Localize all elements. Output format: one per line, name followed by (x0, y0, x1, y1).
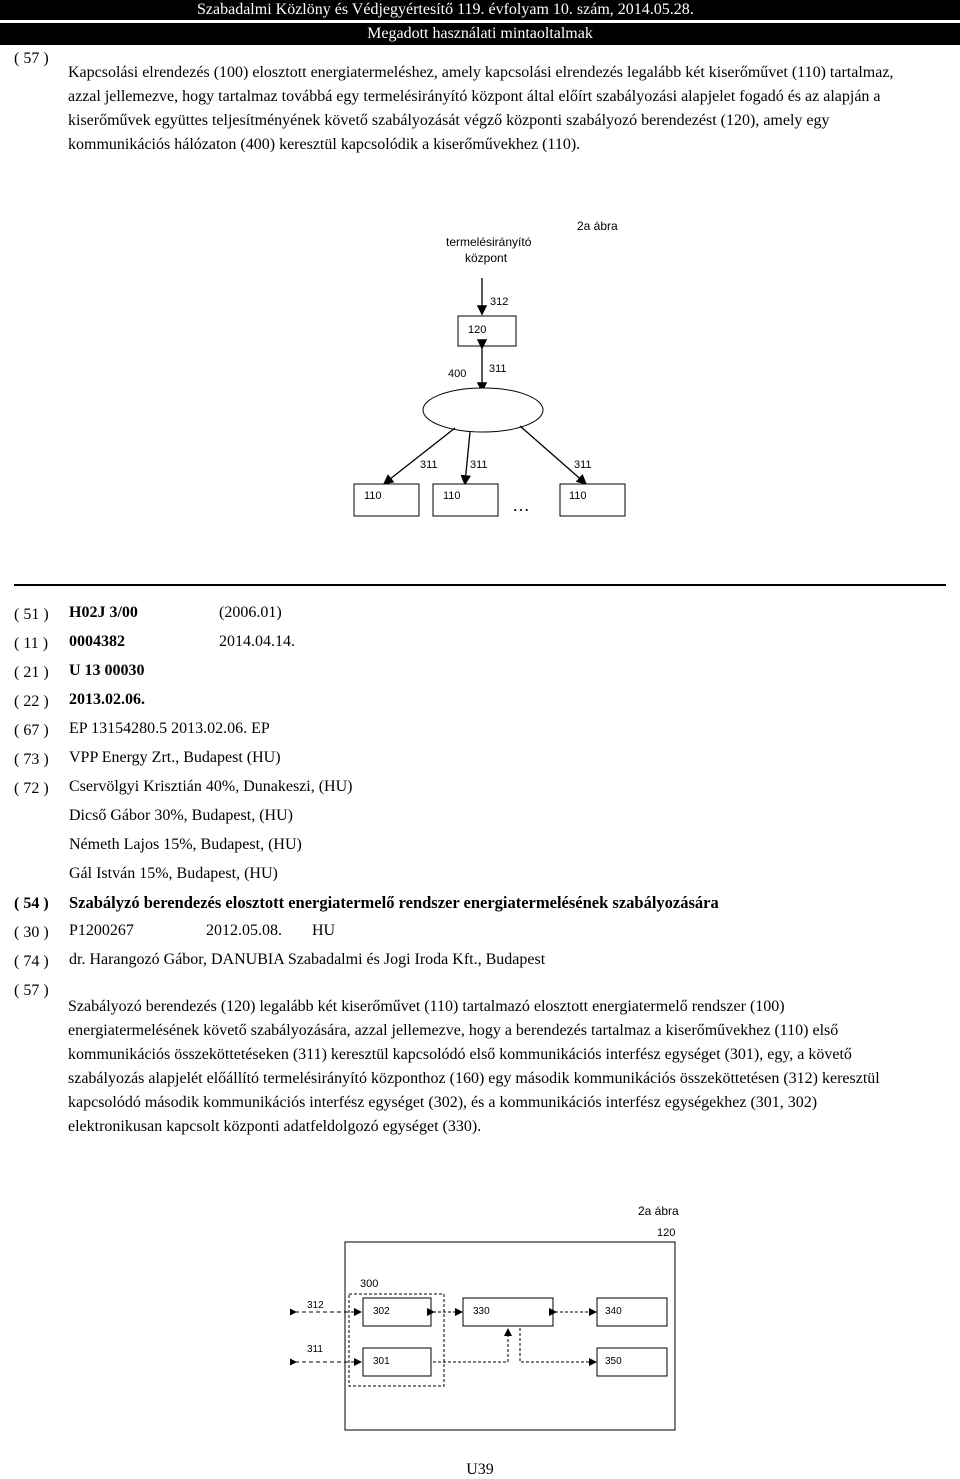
priority-date: 2012.05.08. (206, 922, 282, 939)
representative: dr. Harangozó Gábor, DANUBIA Szabadalmi és Jogi Iroda Kft., Budapest (69, 951, 546, 968)
registration-number: 0004382 (69, 633, 125, 650)
figure1-title: 2a ábra (577, 219, 618, 233)
code-51: ( 51 ) (14, 606, 49, 623)
claim-code: ( 57 ) (14, 50, 49, 67)
code-11: ( 11 ) (14, 635, 49, 652)
code-57: ( 57 ) (14, 982, 49, 999)
code-21: ( 21 ) (14, 664, 49, 681)
figure-block-diagram (290, 1195, 690, 1435)
ipc-version: (2006.01) (219, 604, 282, 621)
label-311-a: 311 (420, 459, 438, 471)
network-400 (423, 388, 543, 432)
label-312: 312 (490, 296, 509, 308)
link-330-350 (520, 1328, 595, 1362)
holder: VPP Energy Zrt., Budapest (HU) (69, 749, 281, 766)
label-302: 302 (373, 1306, 390, 1317)
label-120: 120 (468, 324, 487, 336)
priority-number: P1200267 (69, 922, 134, 939)
label-400: 400 (448, 368, 467, 380)
inventor-1: Cservölgyi Krisztián 40%, Dunakeszi, (HU) (69, 778, 353, 795)
label-120-outer: 120 (657, 1227, 676, 1239)
application-number: U 13 00030 (69, 662, 145, 679)
journal-header: Szabadalmi Közlöny és Védjegyértesítő 119. évfolyam 10. szám, 2014.05.28. (0, 0, 960, 20)
ellipsis: … (512, 495, 530, 515)
top-label-2: központ (465, 251, 508, 265)
link-311-a-line (385, 428, 455, 483)
section-header: Megadott használati mintaoltalmak (0, 23, 960, 45)
label-110-a: 110 (364, 490, 382, 502)
figure-network-diagram (340, 210, 670, 530)
divider-line (14, 584, 946, 586)
code-54: ( 54 ) (14, 895, 49, 912)
abstract-text: Szabályozó berendezés (120) legalább két kiserőművet (110) tartalmazó elosztott energiatermelő rendszer (100) energiatermelésének követő szabályozására, azzal jellemezve, hogy a berendezés tartalmaz a kiserőművekhez (110) első kommunikációs összeköttetéseken (311) keresztül kapcsolódó első kommunikációs interfész egységet (301), egy, a követő szabályozás alapjelét előállító termelésirányító központhoz (160) egy második kommunikációs összeköttetésen (312) keresztül kapcsolódó második kommunikációs interfész egységet (302), és a kommunikációs interfész egységekhez (301, 302) elektronikusan kapcsolt központi adatfeldolgozó egységet (330). (68, 998, 880, 1135)
page-number: U39 (466, 1461, 494, 1478)
code-74: ( 74 ) (14, 953, 49, 970)
label-301: 301 (373, 1356, 390, 1367)
label-311-b: 311 (470, 459, 488, 471)
figure2-title: 2a ábra (638, 1204, 679, 1218)
code-22: ( 22 ) (14, 693, 49, 710)
label-311: 311 (307, 1344, 323, 1355)
code-30: ( 30 ) (14, 924, 49, 941)
code-67: ( 67 ) (14, 722, 49, 739)
label-110-c: 110 (569, 490, 587, 502)
inventor-2: Dicső Gábor 30%, Budapest, (HU) (69, 807, 293, 824)
top-label-1: termelésirányító (446, 235, 532, 249)
filing-date: 2013.02.06. (69, 691, 145, 708)
link-311-c-line (520, 426, 585, 483)
box-120 (458, 316, 516, 346)
ipc-class: H02J 3/00 (69, 604, 138, 621)
label-350: 350 (605, 1356, 622, 1367)
inventor-4: Gál István 15%, Budapest, (HU) (69, 865, 278, 882)
code-72: ( 72 ) (14, 780, 49, 797)
box-120-outer (345, 1242, 675, 1430)
registration-date: 2014.04.14. (219, 633, 295, 650)
claim-text: Kapcsolási elrendezés (100) elosztott energiatermeléshez, amely kapcsolási elrendezés legalább két kiserőművet (110) tartalmaz, azzal jellemezve, hogy tartalmaz továbbá egy termelésirányító központ által előírt szabályozási alapjelet fogadó és az alapján a kiserőművek együttes teljesítményének követő szabályozását végző központi szabályozó berendezést (120), amely egy kommunikációs hálózaton (400) keresztül kapcsolódik a kiserőművekhez (110). (68, 64, 894, 153)
link-311-b-line (465, 432, 470, 483)
label-330: 330 (473, 1306, 490, 1317)
inventor-3: Németh Lajos 15%, Budapest, (HU) (69, 836, 302, 853)
label-110-b: 110 (443, 490, 461, 502)
label-311-c: 311 (574, 459, 592, 471)
label-312: 312 (307, 1300, 324, 1311)
label-311-top: 311 (489, 363, 507, 375)
title: Szabályzó berendezés elosztott energiatermelő rendszer energiatermelésének szabályozására (69, 893, 719, 912)
ep-reference: EP 13154280.5 2013.02.06. EP (69, 720, 270, 737)
label-340: 340 (605, 1306, 622, 1317)
priority-country: HU (312, 922, 336, 939)
code-73: ( 73 ) (14, 751, 49, 768)
label-300: 300 (360, 1278, 379, 1290)
